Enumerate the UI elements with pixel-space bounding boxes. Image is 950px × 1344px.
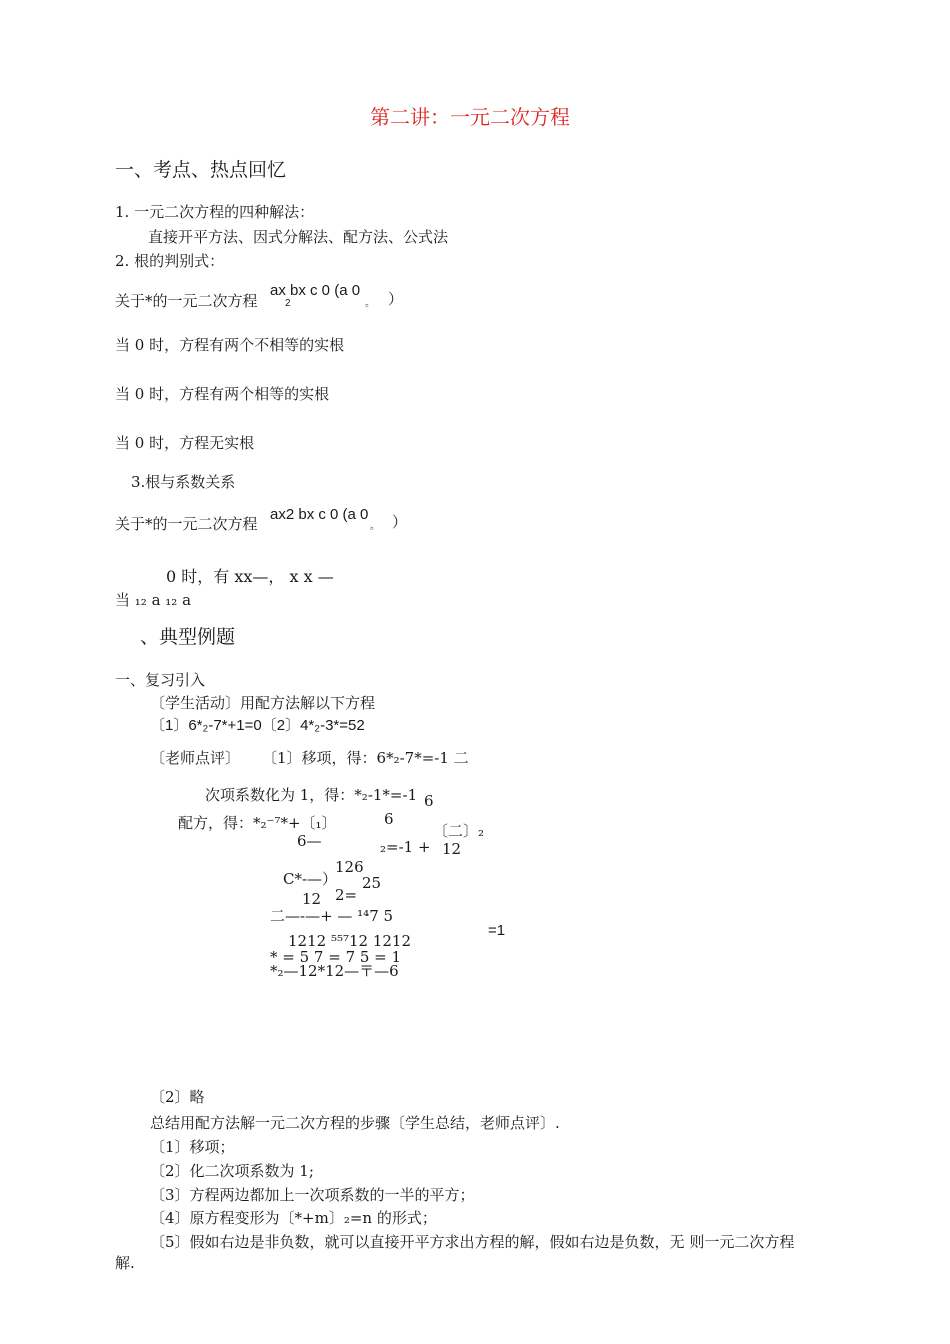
- review-six-a: 6: [424, 792, 434, 810]
- discriminant-case-3: 当 0 时，方程无实根: [115, 434, 255, 452]
- student-activity: 〔学生活动〕用配方法解以下方程: [150, 694, 376, 712]
- review-c: C*-—）: [283, 870, 338, 888]
- summary-step-3: 〔3〕方程两边都加上一次项系数的一半的平方；: [150, 1186, 475, 1204]
- review-eq-minus-one: ₂=-1 +: [380, 838, 431, 856]
- equation-1-formula: ax bx c 0 (a 0: [270, 282, 361, 299]
- page-title: 第二讲：一元二次方程: [370, 105, 570, 129]
- teacher-review-label: 〔老师点评〕: [150, 749, 241, 767]
- summary-line: 总结用配方法解一元二次方程的步骤〔学生总结，老师点评〕.: [150, 1114, 560, 1132]
- review-step-2: 次项系数化为 1，得：*₂-1*=-1: [205, 786, 418, 804]
- vieta-line-2: 当 ₁₂ a ₁₂ a: [115, 591, 192, 609]
- review-eq-one: =1: [488, 922, 506, 939]
- problems: 〔1〕6*₂-7*+1=0〔2〕4*₂-3*=52: [150, 717, 365, 734]
- equation-2-formula: ax2 bx c 0 (a 0: [270, 506, 369, 523]
- omit-part-2: 〔2〕略: [150, 1088, 205, 1106]
- review-2eq: 2=: [335, 886, 358, 904]
- review-x-solution: * = 5 7 = 7 5 = 1: [270, 948, 402, 966]
- review-er: 〔二〕₂: [433, 822, 485, 840]
- review-step-3: 配方，得：*₂⁻⁷*+〔₁〕: [178, 814, 337, 832]
- review-fraction-2: 1212 ⁵⁵⁷12 1212: [288, 932, 412, 950]
- summary-step-5-continued: 解.: [115, 1254, 135, 1272]
- subsection-review-intro: 一、复习引入: [115, 671, 206, 689]
- item-1-methods: 直接开平方法、因式分解法、配方法、公式法: [148, 228, 449, 246]
- review-twelve-b: 12: [302, 890, 322, 908]
- review-fraction-1: 二—-—+ — ¹⁴7 5: [270, 907, 394, 925]
- summary-step-2: 〔2〕化二次项系数为 1;: [150, 1162, 314, 1180]
- summary-step-5: 〔5〕假如右边是非负数，就可以直接开平方求出方程的解，假如右边是负数，无 则一元二次方程: [150, 1233, 795, 1251]
- equation-1-close: ）: [388, 290, 404, 308]
- item-2: 2. 根的判别式：: [115, 252, 225, 270]
- discriminant-case-2: 当 0 时，方程有两个相等的实根: [115, 385, 330, 403]
- review-twelve-a: 12: [442, 840, 462, 858]
- equation-2-circle: 。: [370, 521, 380, 532]
- equation-2-prefix: 关于*的一元二次方程: [115, 515, 258, 533]
- review-126: 126: [335, 858, 364, 876]
- review-25: 25: [362, 874, 382, 892]
- equation-1-prefix: 关于*的一元二次方程: [115, 292, 258, 310]
- equation-1-circle: 。: [365, 298, 375, 309]
- review-step-1: 〔1〕移项，得：6*₂-7*=-1 二: [262, 749, 469, 767]
- item-1: 1. 一元二次方程的四种解法：: [115, 203, 315, 221]
- review-six-b: 6: [384, 810, 394, 828]
- review-x-solution-2: *₂—12*12—〒—6: [270, 962, 399, 980]
- vieta-line-1: 0 时，有 xx—， x x —: [166, 567, 334, 586]
- equation-1-sub: 2: [285, 298, 291, 309]
- summary-step-4: 〔4〕原方程变形为〔*+m〕₂=n 的形式；: [150, 1209, 437, 1227]
- item-3: 3.根与系数关系: [131, 473, 236, 491]
- review-six-dash: 6—: [297, 832, 322, 850]
- section-heading-review: 一、考点、热点回忆: [115, 159, 287, 181]
- discriminant-case-1: 当 0 时，方程有两个不相等的实根: [115, 336, 345, 354]
- section-heading-examples: 、典型例题: [140, 626, 236, 648]
- equation-2-close: ）: [392, 513, 408, 531]
- summary-step-1: 〔1〕移项；: [150, 1138, 235, 1156]
